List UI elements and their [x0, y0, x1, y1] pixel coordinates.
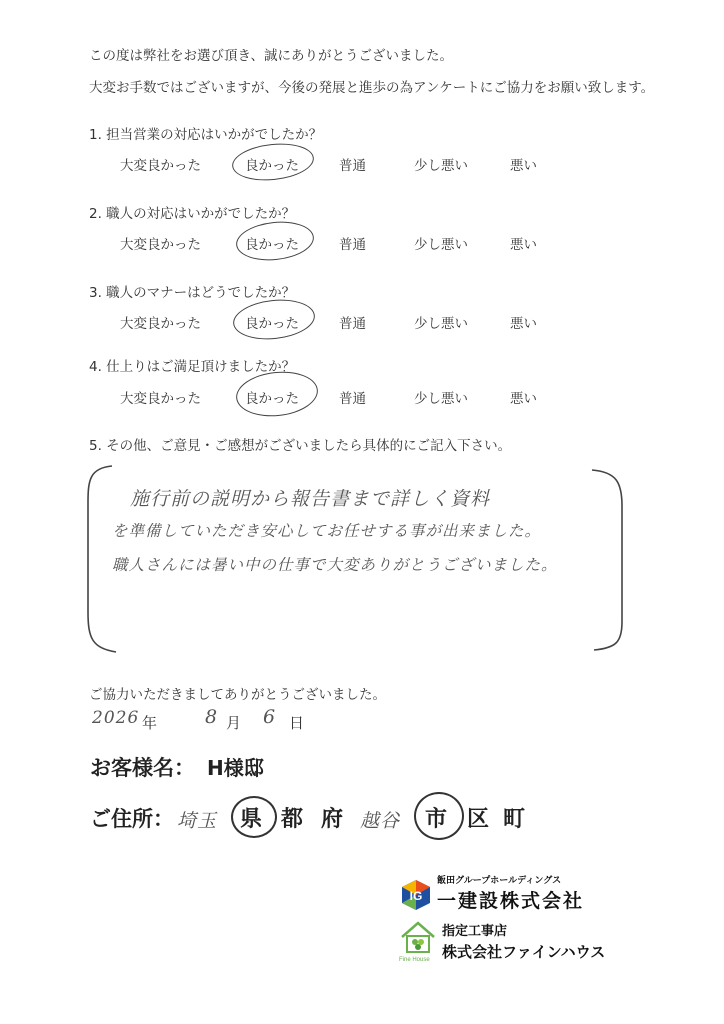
q4-option-normal[interactable]: 普通 — [339, 391, 366, 407]
q1-option-normal[interactable]: 普通 — [339, 158, 366, 174]
address-pref-selection-circle — [231, 796, 277, 838]
address-prefecture-handwritten[interactable]: 埼玉 — [177, 810, 218, 832]
store-name: 株式会社ファインハウス — [442, 943, 606, 961]
fine-house-logo-icon — [398, 917, 438, 957]
q4-option-very-good[interactable]: 大変良かった — [120, 391, 201, 407]
q2-option-bad[interactable]: 悪い — [510, 237, 537, 253]
address-pref-option-fu[interactable]: 府 — [321, 807, 346, 832]
q1-option-very-good[interactable]: 大変良かった — [120, 158, 201, 174]
question-5: 5. その他、ご意見・ご感想がございましたら具体的にご記入下さい。 — [89, 438, 512, 454]
q1-option-bad[interactable]: 悪い — [510, 158, 537, 174]
date-day-value[interactable]: 6 — [263, 706, 277, 728]
answer-line-2[interactable]: を準備していただき安心してお任せする事が出来ました。 — [112, 522, 542, 540]
customer-name-label: お客様名： — [90, 756, 195, 780]
q3-option-very-good[interactable]: 大変良かった — [120, 316, 201, 332]
q4-selection-circle — [234, 368, 320, 420]
date-year-label: 年 — [142, 714, 158, 732]
q3-option-bit-bad[interactable]: 少し悪い — [414, 316, 468, 332]
address-city-option-machi[interactable]: 町 — [503, 807, 528, 832]
q3-option-normal[interactable]: 普通 — [339, 316, 366, 332]
q3-option-good[interactable]: 良かった — [245, 316, 299, 332]
thanks-text: ご協力いただきましてありがとうございました。 — [89, 687, 386, 703]
question-4: 4. 仕上りはご満足頂けましたか？ — [89, 359, 296, 375]
question-1: 1. 担当営業の対応はいかがでしたか？ — [89, 127, 323, 143]
q2-option-good[interactable]: 良かった — [245, 237, 299, 253]
question-3: 3. 職人のマナーはどうでしたか？ — [89, 285, 296, 301]
address-label: ご住所： — [90, 807, 174, 831]
q3-selection-circle — [231, 296, 317, 343]
intro-line-1: この度は弊社をお選び頂き、誠にありがとうございました。 — [89, 48, 453, 64]
company-name: 一建設株式会社 — [437, 890, 585, 912]
fine-house-logo-text: Fine House — [399, 957, 430, 963]
q1-option-bit-bad[interactable]: 少し悪い — [414, 158, 468, 174]
date-year-value[interactable]: 2026 — [92, 708, 140, 728]
group-name: 飯田グループホールディングス — [437, 876, 562, 886]
question-2: 2. 職人の対応はいかがでしたか？ — [89, 206, 296, 222]
address-city-option-shi[interactable]: 市 — [425, 807, 450, 832]
q4-option-bad[interactable]: 悪い — [510, 391, 537, 407]
address-pref-option-to[interactable]: 都 — [281, 807, 306, 832]
address-pref-option-ken[interactable]: 県 — [240, 807, 265, 832]
customer-name-value[interactable]: H様邸 — [207, 756, 264, 780]
answer-line-1[interactable]: 施行前の説明から報告書まで詳しく資料 — [130, 488, 491, 510]
date-month-value[interactable]: 8 — [205, 706, 219, 728]
address-city-option-ku[interactable]: 区 — [467, 807, 492, 832]
q4-option-good[interactable]: 良かった — [245, 391, 299, 407]
q2-option-normal[interactable]: 普通 — [339, 237, 366, 253]
ig-logo-mark: IG — [409, 889, 423, 903]
q2-option-very-good[interactable]: 大変良かった — [120, 237, 201, 253]
designated-label: 指定工事店 — [442, 924, 508, 939]
intro-line-2: 大変お手数ではございますが、今後の発展と進歩の為アンケートにご協力をお願い致します。 — [89, 80, 655, 96]
q2-option-bit-bad[interactable]: 少し悪い — [414, 237, 468, 253]
q3-option-bad[interactable]: 悪い — [510, 316, 537, 332]
q1-selection-circle — [230, 140, 315, 184]
q2-selection-circle — [234, 218, 316, 264]
ig-logo-icon — [400, 879, 432, 911]
answer-line-3[interactable]: 職人さんには暑い中の仕事で大変ありがとうございました。 — [112, 556, 558, 574]
address-city-handwritten[interactable]: 越谷 — [360, 810, 401, 832]
q4-option-bit-bad[interactable]: 少し悪い — [414, 391, 468, 407]
q1-option-good[interactable]: 良かった — [245, 158, 299, 174]
date-month-label: 月 — [226, 714, 242, 732]
date-day-label: 日 — [289, 714, 305, 732]
address-city-selection-circle — [414, 792, 464, 840]
